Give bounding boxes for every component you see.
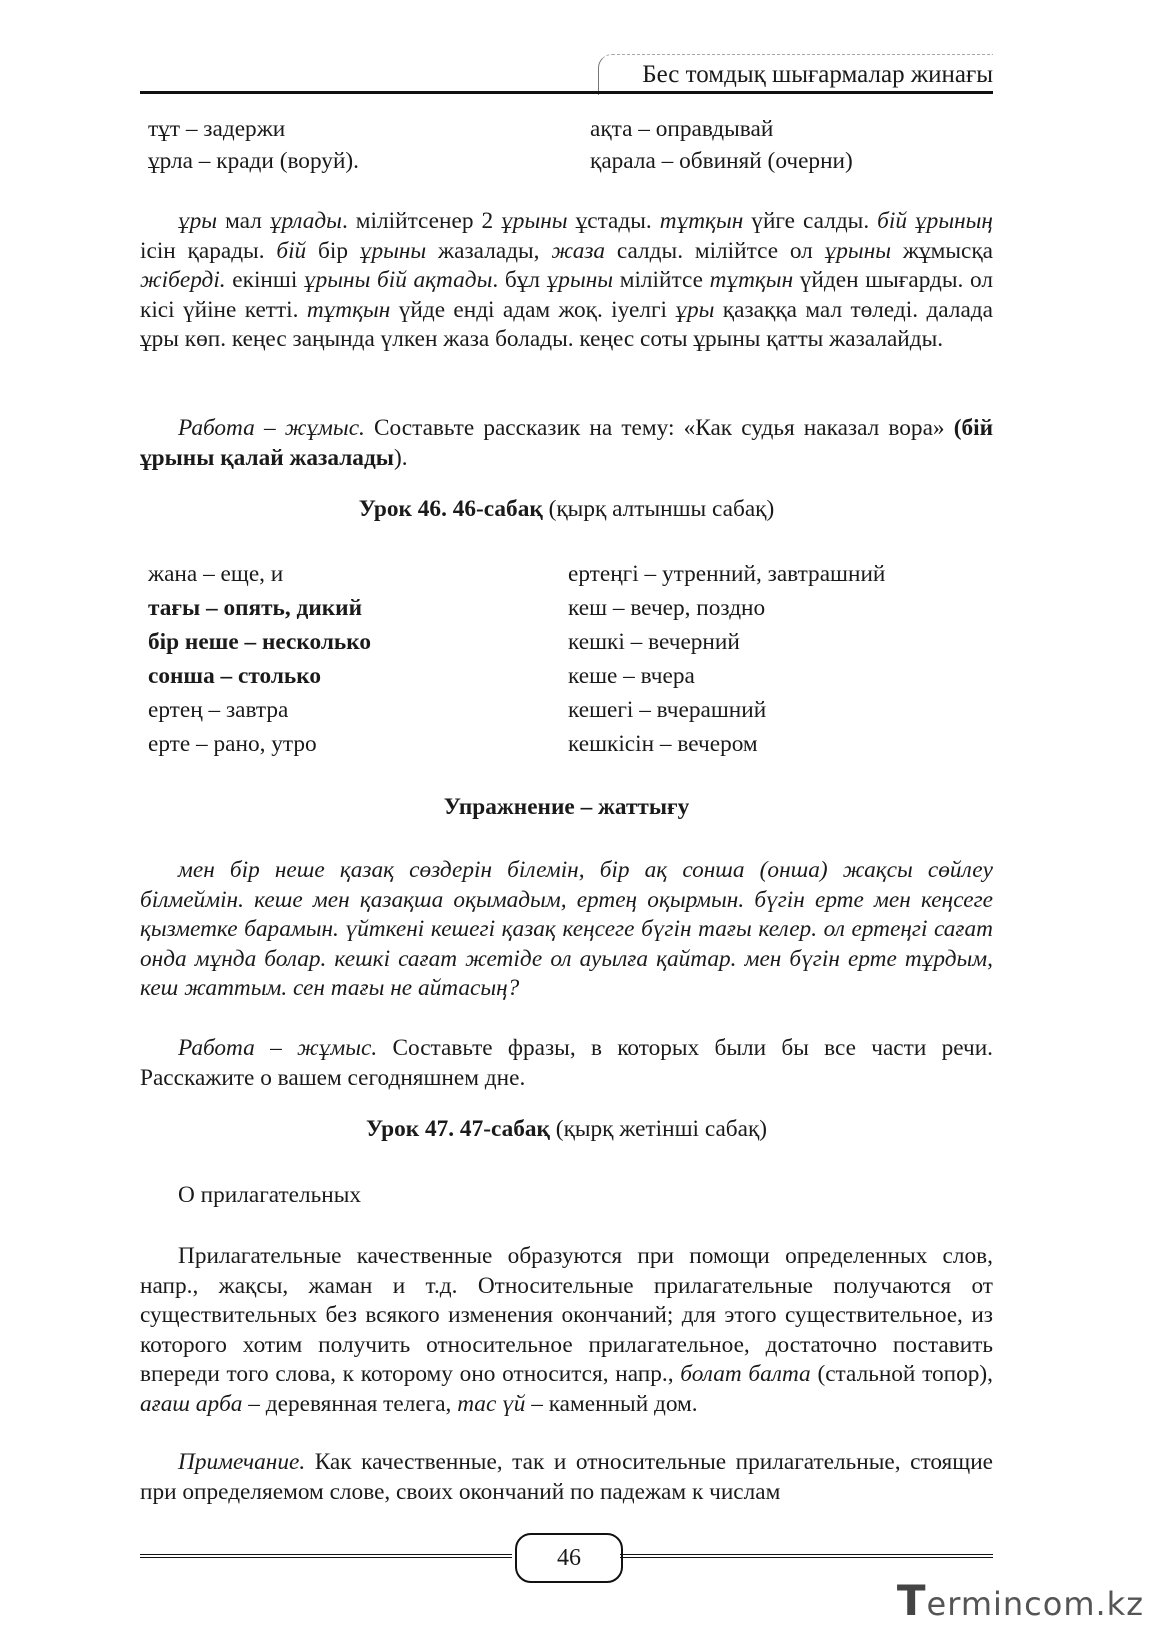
- vocab2-left-1: жана – еще, и: [148, 561, 284, 587]
- lesson-46-heading: Урок 46. 46-сабақ (қырқ алтыншы сабақ): [358, 496, 775, 522]
- running-title: Бес томдық шығармалар жинағы: [642, 61, 993, 88]
- exercise-text: мен бір неше қазақ сөздерін білемін, бір ақ сонша (онша) жақсы сөйлеу білмеймін. кеше мен қазақша оқымадым, ертең оқырмын. бүгін ерте мен кеңсеге қызметке барамын. үйткені кешегі қазақ кеңсеге бүгін тағы келер. ол ертеңгі сағат онда мұнда болар. кешкі сағат жетіде ол ауылға қайтар. мен бүгін ерте тұрдым, кеш жаттым. сен тағы не айтасың?: [140, 857, 993, 1002]
- vocab2-right-6: кешкісін – вечером: [568, 731, 758, 757]
- vocab2-right-2: кеш – вечер, поздно: [568, 595, 766, 621]
- assignment-2: Работа – жұмыс. Составьте фразы, в которых были бы все части речи. Расскажите о вашем сегодняшнем дне.: [140, 1035, 993, 1091]
- note-paragraph: Примечание. Как качественные, так и относительные прилагательные, стоящие при определяемом слове, своих окончаний по падежам к числам: [140, 1449, 993, 1505]
- vocab1-right-1: ақта – оправдывай: [590, 116, 774, 142]
- adjectives-heading: О прилагательных: [178, 1182, 362, 1208]
- vocab1-right-2: қарала – обвиняй (очерни): [590, 148, 853, 174]
- exercise-heading: Упражнение – жаттығу: [443, 794, 690, 820]
- vocab2-left-5: ертең – завтра: [148, 697, 289, 723]
- vocab2-right-4: кеше – вчера: [568, 663, 695, 689]
- vocab1-left-2: ұрла – кради (воруй).: [148, 148, 359, 174]
- lesson-47-heading: Урок 47. 47-сабақ (қырқ жетінші сабақ): [365, 1116, 768, 1142]
- vocab2-right-3: кешкі – вечерний: [568, 629, 740, 655]
- vocab1-left-1: тұт – задержи: [148, 116, 286, 142]
- running-head: [598, 54, 993, 95]
- note-label: Примечание.: [178, 1449, 306, 1475]
- footer-rule-left: [140, 1554, 512, 1558]
- vocab2-left-2: тағы – опять, дикий: [148, 595, 363, 621]
- assignment-2-label: Работа – жұмыс.: [178, 1035, 378, 1061]
- page-number: 46: [515, 1533, 623, 1583]
- adjectives-paragraph: Прилагательные качественные образуются при помощи определенных слов, напр., жақсы, жаман и т.д. Относительные прилагательные получаются от существительных без всякого изменения окончаний; для этого существительное, из которого хотим получить относительное прилагательное, достаточно поставить впереди того слова, к которому оно относится, напр., болат балта (стальной топор), ағаш арба – деревянная телега, тас үй – каменный дом.: [140, 1243, 994, 1417]
- vocab2-left-4: сонша – столько: [148, 663, 321, 689]
- footer-rule-right: [620, 1554, 993, 1558]
- vocab2-left-6: ерте – рано, утро: [148, 731, 317, 757]
- watermark-logo: Termincom.kz: [896, 1576, 1144, 1625]
- vocab2-left-3: бір неше – несколько: [148, 629, 371, 655]
- paragraph-thief-story: ұры мал ұрлады. мілійтсенер 2 ұрыны ұстады. тұтқын үйге салды. бій ұрының ісін қарады. бій бір ұрыны жазалады, жаза салды. мілійтсе ол ұрыны жұмысқа жіберді. екінші ұрыны бій ақтады. бұл ұрыны мілійтсе тұтқын үйден шығарды. ол кісі үйіне кетті. тұтқын үйде енді адам жоқ. іуелгі ұры қазаққа мал төледі. далада ұры көп. кеңес заңында үлкен жаза болады. кеңес соты ұрыны қатты жазалайды.: [140, 208, 994, 353]
- vocab2-right-5: кешегі – вчерашний: [568, 697, 767, 723]
- assignment-1: Работа – жұмыс. Составьте рассказик на тему: «Как судья наказал вора» (бій ұрыны қалай жазалады).: [140, 415, 994, 471]
- vocab2-right-1: ертеңгі – утренний, завтрашний: [568, 561, 886, 587]
- header-rule: [140, 91, 993, 94]
- assignment-1-label: Работа – жұмыс.: [178, 415, 365, 441]
